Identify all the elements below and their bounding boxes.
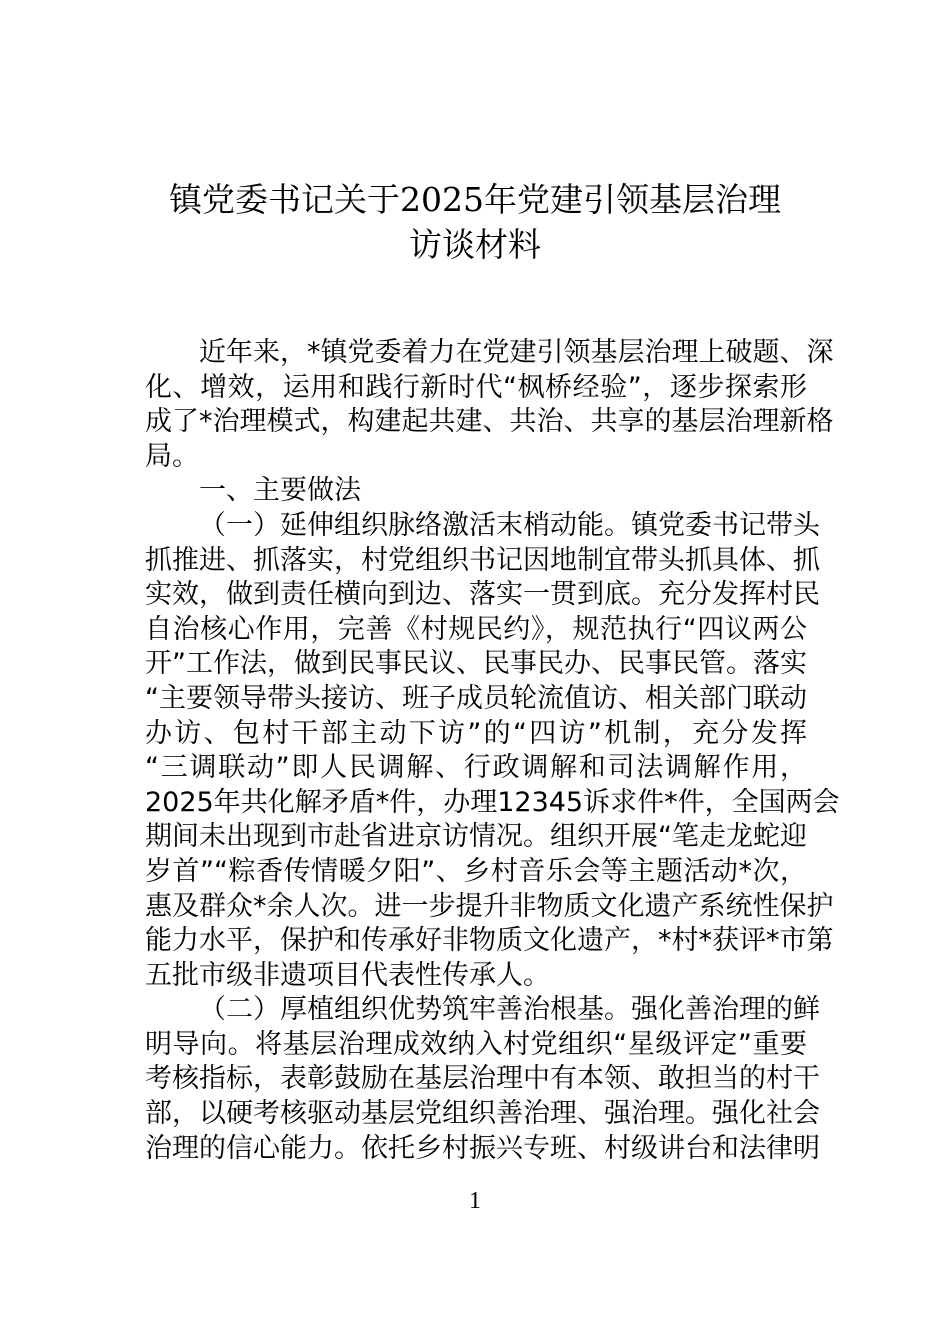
text-line: 化、增效，运用和践行新时代“枫桥经验”，逐步探索形 xyxy=(145,371,807,403)
text-line: 局。 xyxy=(145,440,199,472)
text-line: 岁首”“粽香传情暖夕阳”、乡村音乐会等主题活动*次， xyxy=(145,855,807,887)
text-line: 成了*治理模式，构建起共建、共治、共享的基层治理新格 xyxy=(145,406,834,438)
text-line: 近年来，*镇党委着力在党建引领基层治理上破题、深 xyxy=(199,337,834,368)
document-body xyxy=(145,336,840,1166)
text-line: 治理的信心能力。依托乡村振兴专班、村级讲台和法律明 xyxy=(145,1132,820,1164)
text-line: 2025年共化解矛盾*件，办理12345诉求件*件，全国两会 xyxy=(145,786,840,818)
text-line: 明导向。将基层治理成效纳入村党组织“星级评定”重要 xyxy=(145,1028,807,1060)
text-line: 一、主要做法 xyxy=(199,475,361,507)
text-line: 开”工作法，做到民事民议、民事民办、民事民管。落实 xyxy=(145,648,807,680)
paragraph xyxy=(145,993,820,1166)
text-line: 考核指标，表彰鼓励在基层治理中有本领、敢担当的村干 xyxy=(145,1063,820,1095)
document-title-line-1: 镇党委书记关于2025年党建引领基层治理 xyxy=(169,180,781,219)
paragraph xyxy=(145,336,834,474)
page-number: 1 xyxy=(469,1188,481,1214)
document-title-line-2: 访谈材料 xyxy=(409,225,541,264)
text-line: 五批市级非遗项目代表性传承人。 xyxy=(145,959,550,991)
text-line: 能力水平，保护和传承好非物质文化遗产，*村*获评*市第 xyxy=(145,925,834,957)
text-line: “主要领导带头接访、班子成员轮流值访、相关部门联动 xyxy=(145,682,807,714)
text-line: （二）厚植组织优势筑牢善治根基。强化善治理的鲜 xyxy=(199,994,820,1026)
text-line: 抓推进、抓落实，村党组织书记因地制宜带头抓具体、抓 xyxy=(145,544,820,576)
text-line: 自治核心作用，完善《村规民约》，规范执行“四议两公 xyxy=(145,613,807,645)
paragraph xyxy=(145,474,807,509)
text-line: 期间未出现到市赴省进京访情况。组织开展“笔走龙蛇迎 xyxy=(145,821,807,853)
text-line: 办访、包村干部主动下访”的“四访”机制，充分发挥 xyxy=(145,717,807,749)
text-line: 惠及群众*余人次。进一步提升非物质文化遗产系统性保护 xyxy=(145,890,834,922)
text-line: “三调联动”即人民调解、行政调解和司法调解作用， xyxy=(145,752,807,784)
paragraph xyxy=(145,509,840,993)
text-line: （一）延伸组织脉络激活末梢动能。镇党委书记带头 xyxy=(199,509,820,541)
text-line: 实效，做到责任横向到边、落实一贯到底。充分发挥村民 xyxy=(145,579,820,611)
text-line: 部，以硬考核驱动基层党组织善治理、强治理。强化社会 xyxy=(145,1098,820,1130)
